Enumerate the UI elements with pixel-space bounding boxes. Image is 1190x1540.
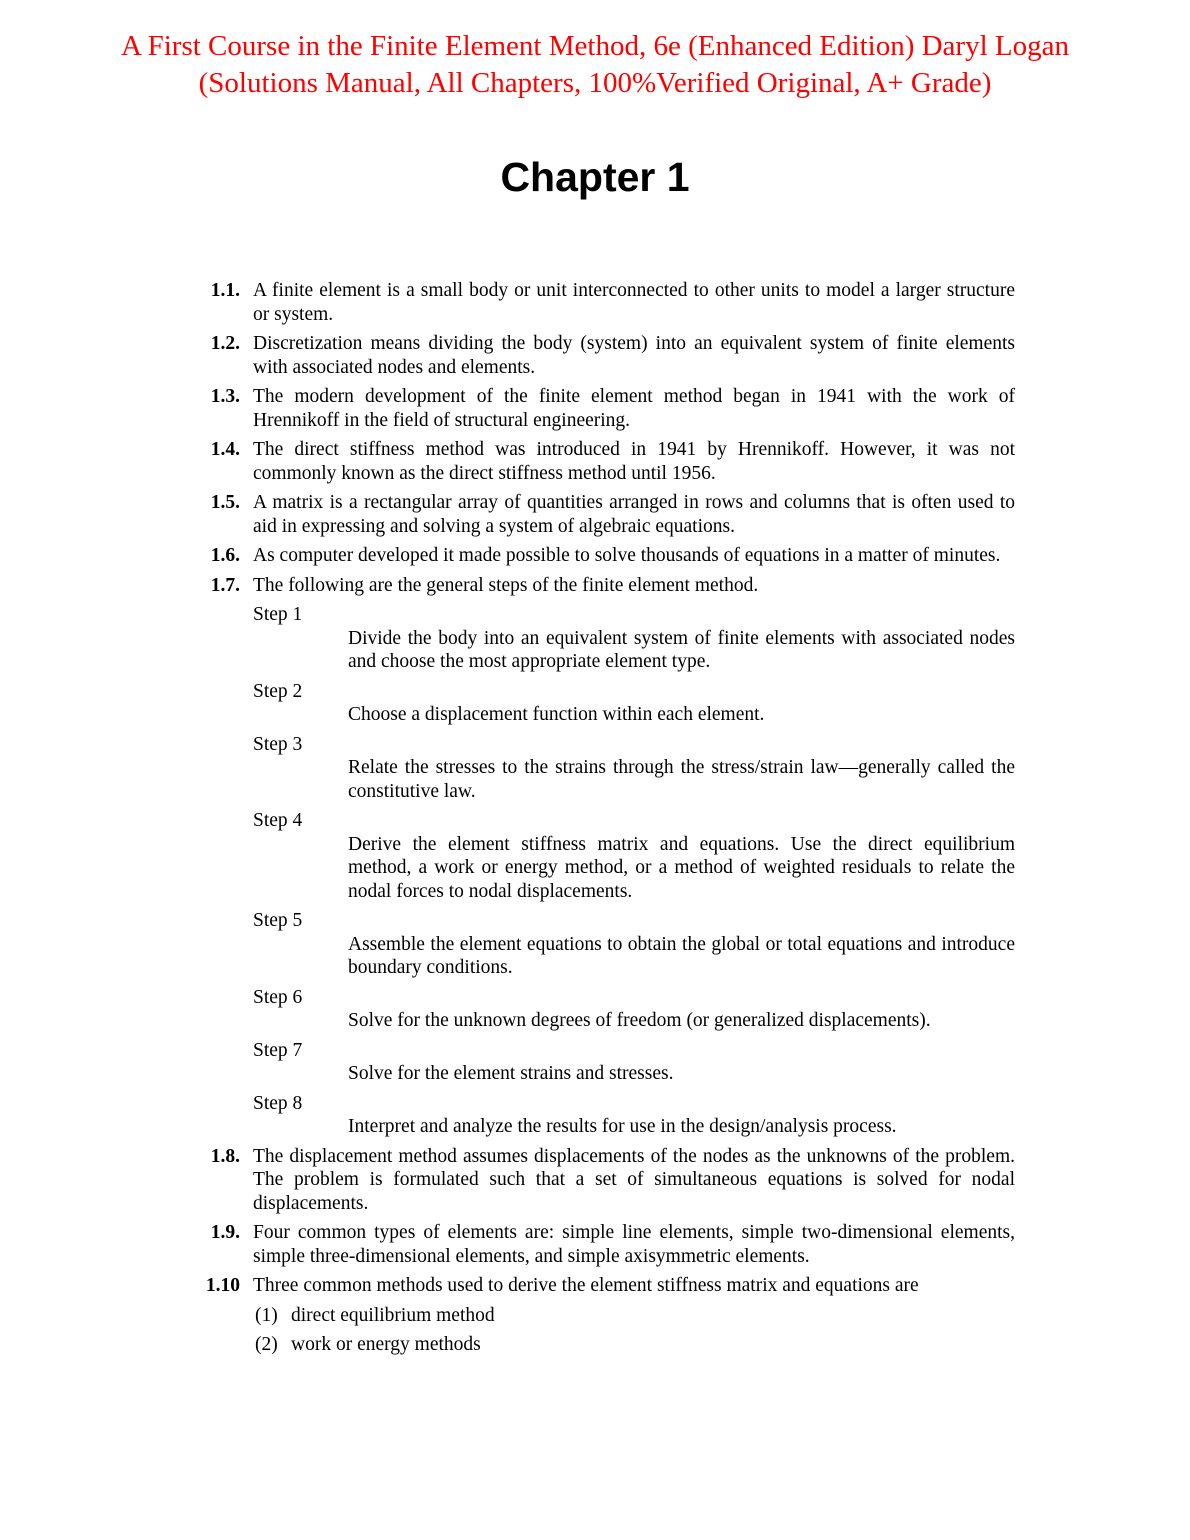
item-text: Three common methods used to derive the element stiffness matrix and equations are (253, 1275, 919, 1296)
answer-item-1-6 (0, 544, 1190, 568)
method-number: (2) (255, 1334, 278, 1355)
fem-step-2 (0, 680, 1190, 727)
step-label: Step 7 (253, 1039, 303, 1061)
item-text: The following are the general steps of the finite element method. (253, 574, 759, 596)
step-description: Choose a displacement function within each element. (348, 704, 765, 725)
stiffness-methods-list (255, 1304, 1190, 1357)
fem-step-3 (0, 733, 1190, 804)
step-description: Derive the element stiffness matrix and equations. Use the direct equilibrium method, a work or energy method, or a method of weighted residuals to relate the nodal forces to nodal displacements. (348, 833, 1015, 902)
answer-item-1-2 (0, 332, 1190, 379)
banner-line-1: A First Course in the Finite Element Method, 6e (Enhanced Edition) Daryl Logan (121, 30, 1069, 62)
step-label: Step 1 (253, 604, 303, 625)
step-description: Divide the body into an equivalent system of finite elements with associated nodes and choose the most appropriate element type. (348, 627, 1015, 672)
step-label: Step 5 (253, 910, 303, 931)
step-label: Step 4 (253, 810, 303, 831)
chapter-content (0, 279, 1190, 1363)
step-description: Relate the stresses to the strains through the stress/strain law—generally called the constitutive law. (348, 757, 1015, 802)
item-number: 1.2. (210, 333, 240, 354)
item-number: 1.6. (210, 545, 240, 566)
answer-item-1-10 (0, 1274, 1190, 1298)
step-label: Step 6 (253, 986, 303, 1008)
item-number: 1.9. (210, 1222, 240, 1243)
fem-step-4 (0, 809, 1190, 903)
fem-step-1 (0, 603, 1190, 674)
item-text: Four common types of elements are: simple line elements, simple two-dimensional elements, simple three-dimensional elements, and simple axisymmetric elements. (253, 1222, 1015, 1267)
item-text: The direct stiffness method was introduced in 1941 by Hrennikoff. However, it was not commonly known as the direct stiffness method until 1956. (253, 439, 1015, 484)
answer-item-1-9 (0, 1221, 1190, 1268)
banner-line-2: (Solutions Manual, All Chapters, 100%Verified Original, A+ Grade) (198, 67, 992, 99)
item-text: Discretization means dividing the body (system) into an equivalent system of finite elements with associated nodes and elements. (253, 333, 1015, 378)
answer-item-1-1 (0, 279, 1190, 326)
item-text: As computer developed it made possible to solve thousands of equations in a matter of minutes. (253, 545, 1001, 566)
answer-item-1-3 (0, 385, 1190, 432)
fem-step-5 (0, 909, 1190, 980)
step-description: Assemble the element equations to obtain the global or total equations and introduce boundary conditions. (348, 933, 1015, 978)
fem-step-7 (0, 1039, 1190, 1086)
step-label: Step 2 (253, 680, 303, 702)
fem-step-6 (0, 986, 1190, 1033)
answer-item-1-5 (0, 491, 1190, 538)
answer-item-1-4 (0, 438, 1190, 485)
method-number: (1) (255, 1304, 278, 1326)
method-item-1 (255, 1304, 1190, 1328)
document-banner (0, 28, 1190, 102)
item-text: The displacement method assumes displacements of the nodes as the unknowns of the problem. The problem is formulated such that a set of simultaneous equations is solved for nodal displacements. (253, 1145, 1015, 1214)
item-number: 1.1. (210, 280, 240, 301)
item-number: 1.10 (205, 1275, 240, 1296)
chapter-title: Chapter 1 (500, 154, 690, 200)
item-text: A matrix is a rectangular array of quantities arranged in rows and columns that is often used to aid in expressing and solving a system of algebraic equations. (253, 492, 1015, 537)
step-description: Interpret and analyze the results for use in the design/analysis process. (348, 1116, 897, 1137)
step-description: Solve for the element strains and stresses. (348, 1063, 674, 1084)
item-number: 1.5. (210, 492, 240, 513)
item-text: A finite element is a small body or unit interconnected to other units to model a larger structure or system. (253, 280, 1015, 325)
item-number: 1.3. (210, 386, 240, 407)
item-number: 1.7. (210, 574, 240, 596)
answer-item-1-7 (0, 574, 1190, 598)
step-description: Solve for the unknown degrees of freedom (or generalized displacements). (348, 1010, 931, 1031)
item-text: The modern development of the finite element method began in 1941 with the work of Hrennikoff in the field of structural engineering. (253, 386, 1015, 431)
method-text: work or energy methods (291, 1334, 481, 1355)
fem-step-8 (0, 1092, 1190, 1139)
item-number: 1.8. (210, 1145, 240, 1167)
method-item-2 (255, 1333, 1190, 1357)
step-label: Step 8 (253, 1092, 303, 1114)
step-label: Step 3 (253, 733, 303, 755)
answer-item-1-8 (0, 1145, 1190, 1216)
method-text: direct equilibrium method (291, 1304, 495, 1326)
item-number: 1.4. (210, 439, 240, 460)
